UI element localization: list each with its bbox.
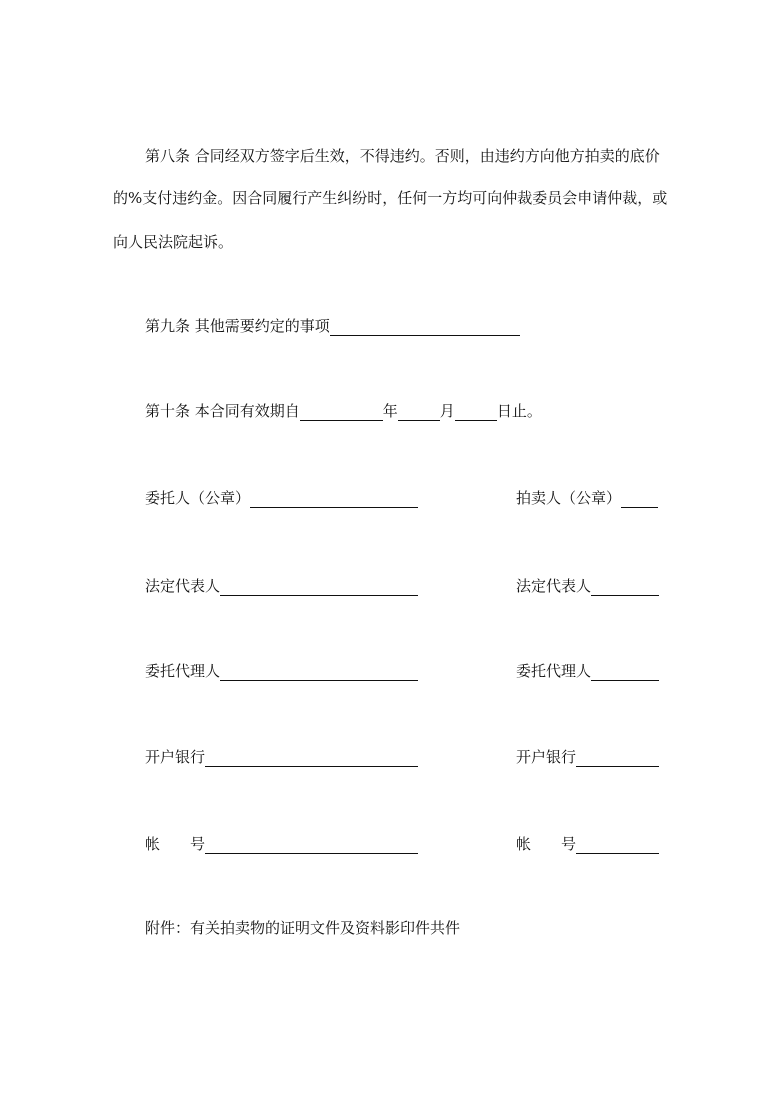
article-10-month-blank[interactable] bbox=[398, 404, 440, 421]
right-legal-rep-blank[interactable] bbox=[591, 579, 659, 596]
left-bank-label: 开户银行 bbox=[145, 748, 206, 766]
right-bank-blank[interactable] bbox=[576, 750, 659, 767]
article-10-month: 月 bbox=[439, 402, 455, 420]
article-10-end: 日止。 bbox=[496, 402, 542, 420]
article-10-year-blank[interactable] bbox=[300, 404, 383, 421]
left-agent-blank[interactable] bbox=[220, 664, 418, 681]
right-bank-label: 开户银行 bbox=[516, 748, 577, 766]
left-agent-row bbox=[145, 661, 418, 681]
right-bank-row bbox=[516, 747, 659, 767]
right-auctioneer-row bbox=[516, 488, 658, 508]
left-bank-blank[interactable] bbox=[205, 750, 418, 767]
left-principal-blank[interactable] bbox=[250, 491, 418, 508]
right-account-label-b: 号 bbox=[561, 835, 577, 853]
left-account-label-b: 号 bbox=[190, 835, 206, 853]
article-10-day-blank[interactable] bbox=[455, 404, 497, 421]
article-10 bbox=[145, 401, 542, 421]
left-account-row bbox=[145, 834, 418, 854]
left-principal-row bbox=[145, 488, 418, 508]
left-agent-label: 委托代理人 bbox=[145, 662, 221, 680]
article-8-line-1: 第八条 合同经双方签字后生效，不得违约。否则，由违约方向他方拍卖的底价 bbox=[145, 147, 660, 165]
left-legal-rep-blank[interactable] bbox=[220, 579, 418, 596]
left-principal-label: 委托人（公章） bbox=[145, 489, 251, 507]
article-9 bbox=[145, 316, 520, 336]
right-auctioneer-label: 拍卖人（公章） bbox=[516, 489, 622, 507]
article-8-line-2: 的%支付违约金。因合同履行产生纠纷时，任何一方均可向仲裁委员会申请仲裁，或 bbox=[113, 189, 668, 207]
right-agent-blank[interactable] bbox=[591, 664, 659, 681]
right-account-blank[interactable] bbox=[576, 837, 659, 854]
right-account-label-a: 帐 bbox=[516, 835, 532, 853]
left-legal-rep-label: 法定代表人 bbox=[145, 577, 221, 595]
right-legal-rep-row bbox=[516, 576, 659, 596]
article-9-label: 第九条 其他需要约定的事项 bbox=[145, 317, 330, 335]
attachment-note: 附件：有关拍卖物的证明文件及资料影印件共件 bbox=[145, 919, 461, 937]
right-account-row bbox=[516, 834, 659, 854]
right-legal-rep-label: 法定代表人 bbox=[516, 577, 592, 595]
right-agent-label: 委托代理人 bbox=[516, 662, 592, 680]
left-bank-row bbox=[145, 747, 418, 767]
left-legal-rep-row bbox=[145, 576, 418, 596]
right-agent-row bbox=[516, 661, 659, 681]
right-auctioneer-blank[interactable] bbox=[621, 491, 658, 508]
article-10-year: 年 bbox=[382, 402, 398, 420]
left-account-blank[interactable] bbox=[205, 837, 418, 854]
left-account-label-a: 帐 bbox=[145, 835, 161, 853]
article-8-paragraph bbox=[113, 146, 668, 256]
article-8-line-3: 向人民法院起诉。 bbox=[113, 233, 234, 251]
article-10-prefix: 第十条 本合同有效期自 bbox=[145, 402, 300, 420]
article-9-blank[interactable] bbox=[330, 319, 520, 336]
